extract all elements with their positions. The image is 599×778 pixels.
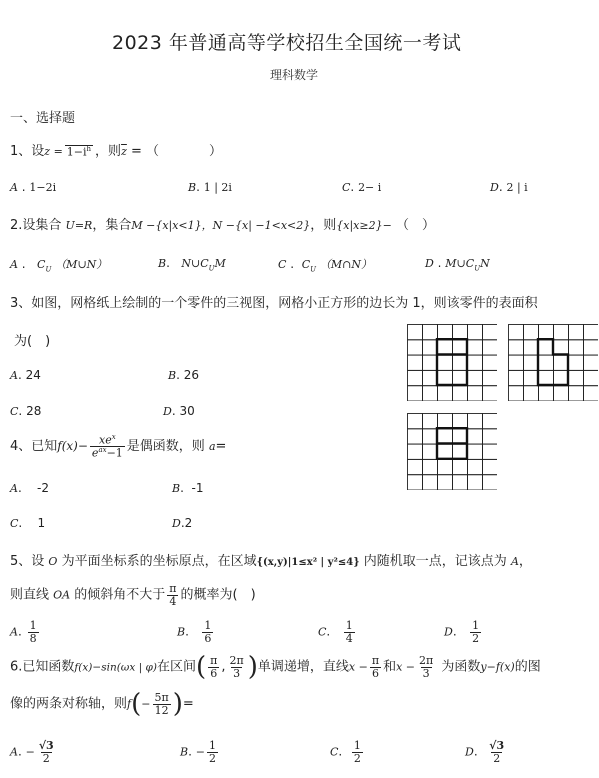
q2-option-b-sub: U: [208, 264, 215, 273]
q2-stem-d: （ ）: [395, 218, 435, 233]
grid-cell: [423, 340, 438, 355]
q5-four: 4: [169, 594, 177, 608]
q6-option-a-frac: [37, 740, 56, 764]
q6-interval-start: [208, 655, 219, 679]
question-3-stem-line2: 为( ): [14, 334, 51, 349]
q5-option-b-letter: B: [177, 625, 186, 639]
q5-a: A: [510, 555, 519, 568]
q6-x1: x −: [348, 660, 368, 674]
q5-option-d-frac: [470, 620, 481, 644]
grid-cell: [423, 386, 438, 401]
grid-cell: [468, 370, 483, 385]
q2-option-d-rest: N: [480, 257, 490, 270]
q5-option-b-frac: [202, 620, 213, 644]
q6-option-d: D. $\frac{√3}{2}$: [465, 739, 505, 765]
q6-option-c-num: 1: [353, 739, 361, 752]
q6-option-d-frac: [487, 740, 506, 764]
q6-f-right-paren: ): [172, 689, 183, 719]
q6-option-b: B. − $\frac{1}{2}$: [180, 739, 216, 765]
grid-cell: [524, 340, 539, 355]
grid-cell: [509, 340, 524, 355]
q6-option-b-letter: B: [180, 745, 189, 759]
side-view-outline: [538, 339, 568, 385]
q4-den-rest: −1: [106, 446, 123, 460]
grid-cell: [509, 325, 524, 340]
q6-stem-c: 单调递增，直线: [257, 659, 349, 675]
q6-eq: =: [182, 696, 194, 712]
q1-option-d-letter: D: [490, 181, 499, 194]
q4-den-text: e: [91, 446, 99, 460]
grid-cell: [453, 459, 468, 474]
q5-stem-b: 为平面坐标系的坐标原点，在区域: [61, 554, 257, 569]
grid-cell: [408, 386, 423, 401]
grid-cell: [453, 355, 468, 370]
top-view-cells: [408, 414, 498, 491]
q4-option-b-text: -1: [191, 481, 204, 495]
grid-cell: [438, 459, 453, 474]
grid-cell: [408, 370, 423, 385]
q1-frac-den-text: 1−i: [66, 145, 87, 159]
grid-cell: [584, 340, 599, 355]
grid-cell: [453, 386, 468, 401]
q2-option-c-rest: （M∩N）: [319, 258, 372, 271]
grid-cell: [468, 325, 483, 340]
grid-cell: [468, 414, 483, 429]
q2-stem-a: 2.设集合: [10, 218, 62, 233]
front-view-outline: [437, 339, 467, 385]
q1-option-c: C. 2− i: [342, 180, 382, 194]
q6-x2-den: 3: [422, 666, 430, 680]
q1-option-b-letter: B: [188, 181, 197, 194]
grid-cell: [423, 414, 438, 429]
q6-arg-frac: [152, 692, 170, 716]
q6-option-d-num: √3: [489, 739, 505, 752]
grid-cell: [584, 370, 599, 385]
grid-cell: [584, 325, 599, 340]
grid-cell: [408, 475, 423, 490]
grid-cell: [423, 325, 438, 340]
q1-option-b-text: 1 | 2i: [203, 181, 232, 194]
q2-option-a: A . $C_U$ （M∪N）: [10, 257, 108, 274]
q3-option-c-text: 28: [26, 404, 42, 418]
q1-option-d-text: 2 | i: [506, 181, 528, 194]
q4-num-sup: x: [111, 433, 116, 441]
q2-stem-c: ，则: [310, 218, 337, 233]
q5-option-d-num: 1: [472, 619, 480, 632]
q4-a: a: [208, 440, 216, 454]
q6-graph-fn: y−f(x): [480, 660, 515, 674]
q3-option-d-letter: D: [163, 405, 172, 418]
grid-cell: [584, 386, 599, 401]
q1-option-a-letter: A: [10, 181, 18, 194]
question-6-stem-line1: 6.已知函数f(x)−sin(ωx | φ)在区间( $\frac{\pi}{6}$ , $\frac{2\pi}{3}$ )单调递增，直线x − $\frac{\pi}{6}$ 和x − $\frac{2\pi}{3}$ 为函数y−f(x)的图: [10, 652, 541, 682]
q5-line2-a: 则直线: [10, 587, 50, 603]
question-6-stem-line2: [10, 691, 194, 717]
grid-cell: [423, 355, 438, 370]
q2-option-d-sub: U: [474, 264, 481, 273]
grid-cell: [423, 444, 438, 459]
q2-option-b-rest: M: [214, 257, 226, 270]
q4-option-c-letter: C: [10, 517, 19, 530]
q1-option-a: A . 1−2i: [10, 180, 57, 194]
q1-zbar: $\overline{z}$: [121, 145, 127, 158]
q6-x1-den: 6: [371, 666, 379, 680]
q5-oa: OA: [53, 588, 71, 602]
grid-cell: [408, 355, 423, 370]
grid-cell: [483, 414, 498, 429]
q6-option-a-sign: −: [25, 745, 35, 759]
q1-stem-a: 1、设: [10, 144, 45, 159]
q4-fraction: [90, 434, 125, 459]
grid-cell: [554, 370, 569, 385]
side-view-grid: [508, 324, 598, 401]
grid-cell: [438, 444, 453, 459]
grid-cell: [453, 444, 468, 459]
grid-cell: [554, 325, 569, 340]
q2-u: U=R: [65, 219, 93, 232]
q5-option-b: B. $\frac{1}{6}$: [177, 619, 212, 645]
q4-frac-den: [90, 446, 125, 459]
q6-and: 和: [383, 659, 397, 675]
q5-option-c-frac: [344, 620, 355, 644]
q4-option-d-letter: D: [172, 517, 181, 530]
grid-cell: [569, 355, 584, 370]
q6-interval-end: [228, 655, 246, 679]
q6-x1-num: π: [371, 653, 380, 667]
q2-option-a-sub: U: [45, 265, 52, 274]
grid-cell: [539, 355, 554, 370]
q5-option-a-frac: [28, 620, 39, 644]
q6-option-d-letter: D: [465, 745, 474, 759]
grid-cell: [453, 325, 468, 340]
q2-target-set: {x|x≥2}−: [336, 219, 392, 232]
grid-cell: [438, 414, 453, 429]
q2-option-c-letter: C: [278, 258, 287, 271]
grid-cell: [438, 340, 453, 355]
q2-option-c-text: C: [301, 258, 311, 271]
grid-cell: [554, 386, 569, 401]
q6-option-a-den: 2: [42, 751, 50, 765]
grid-cell: [468, 444, 483, 459]
grid-cell: [468, 475, 483, 490]
front-view-grid: [407, 324, 497, 401]
grid-cell: [569, 370, 584, 385]
q3-option-b-text: 26: [183, 368, 200, 382]
grid-cell: [539, 370, 554, 385]
q6-option-a-num: √3: [38, 739, 54, 752]
q4-stem-a: 4、已知: [10, 439, 58, 455]
q6-stem-d: 为函数: [441, 659, 481, 675]
grid-cell: [453, 340, 468, 355]
q1-frac-den: [65, 145, 93, 158]
q6-option-b-num: 1: [208, 739, 216, 752]
q2-option-a-text: C: [37, 258, 46, 271]
q1-stem-c: = （: [131, 144, 160, 159]
q4-option-c: C. 1: [10, 516, 46, 530]
q5-option-b-num: 1: [204, 619, 212, 632]
q5-option-c-num: 1: [345, 619, 353, 632]
q6-stem-b: 在区间: [156, 659, 196, 675]
grid-cell: [509, 370, 524, 385]
grid-cell: [539, 340, 554, 355]
q6-right-paren: ): [247, 652, 258, 682]
q1-sup: h: [86, 144, 92, 153]
q6-option-c-den: 2: [353, 751, 361, 765]
front-view-cells: [408, 325, 498, 402]
grid-cell: [569, 386, 584, 401]
q6-option-a-letter: A: [10, 745, 18, 759]
grid-cell: [438, 386, 453, 401]
grid-cell: [408, 444, 423, 459]
grid-cell: [524, 370, 539, 385]
q6-option-c: C. $\frac{1}{2}$: [330, 739, 361, 765]
q4-function: f(x)−: [57, 439, 88, 454]
q5-pi-over-4: [167, 583, 178, 607]
q1-option-c-text: 2− i: [358, 181, 382, 194]
q5-option-a-den: 8: [29, 631, 37, 645]
q2-option-c-sub: U: [310, 265, 317, 274]
q2-option-b-letter: B: [158, 257, 167, 270]
q3-option-a-text: 24: [25, 368, 41, 382]
q3-option-d: D. 30: [163, 404, 195, 418]
q3-option-d-text: 30: [179, 404, 195, 418]
q5-option-d: D. $\frac{1}{2}$: [444, 619, 480, 645]
q4-option-d: D.2: [172, 516, 193, 530]
grid-cell: [408, 325, 423, 340]
grid-cell: [453, 429, 468, 444]
grid-cell: [483, 325, 498, 340]
grid-cell: [408, 429, 423, 444]
grid-cell: [554, 355, 569, 370]
q6-i2-den: 3: [233, 666, 241, 680]
grid-cell: [569, 325, 584, 340]
q3-option-b: B. 26: [168, 368, 200, 382]
grid-cell: [483, 459, 498, 474]
q6-i2-num: 2π: [229, 653, 244, 667]
grid-cell: [569, 340, 584, 355]
top-view-grid: [407, 413, 497, 490]
grid-cell: [524, 355, 539, 370]
q3-option-c-letter: C: [10, 405, 19, 418]
grid-cell: [423, 429, 438, 444]
q3-option-a: A. 24: [10, 368, 41, 382]
q5-o: O: [48, 555, 58, 568]
q4-option-b-letter: B: [172, 482, 181, 495]
q4-option-d-text: 2: [184, 516, 193, 530]
grid-cell: [438, 355, 453, 370]
grid-cell: [483, 475, 498, 490]
question-5-stem-line2: [10, 583, 256, 607]
q6-x2: x −: [396, 660, 416, 674]
q4-stem-c: =: [215, 439, 227, 455]
grid-cell: [453, 370, 468, 385]
grid-cell: [453, 475, 468, 490]
q4-stem-b: 是偶函数，则: [126, 439, 205, 455]
q5-option-a-num: 1: [29, 619, 37, 632]
q4-num-text: xe: [99, 433, 112, 447]
question-4-stem: [10, 434, 226, 459]
q1-option-b: B. 1 | 2i: [188, 180, 232, 194]
grid-cell: [468, 386, 483, 401]
grid-cell: [438, 475, 453, 490]
grid-cell: [438, 370, 453, 385]
q5-option-d-den: 2: [472, 631, 480, 645]
q5-option-c: C. $\frac{1}{4}$: [318, 619, 353, 645]
q1-option-d: D. 2 | i: [490, 180, 528, 194]
q6-option-c-letter: C: [330, 745, 339, 759]
grid-cell: [483, 429, 498, 444]
q6-left-paren: (: [195, 652, 207, 682]
grid-cell: [483, 370, 498, 385]
q6-x2-num: 2π: [419, 653, 434, 667]
q5-pi: π: [169, 582, 177, 595]
grid-cell: [509, 355, 524, 370]
q1-option-a-text: 1−2i: [29, 181, 57, 194]
q6-arg-num: 5π: [154, 690, 169, 704]
q2-set-n: ，N −{x| −1<x<2}: [201, 219, 311, 232]
question-5-stem-line1: [10, 550, 532, 569]
q6-stem-e: 的图: [514, 659, 541, 675]
q6-arg-den: 12: [154, 703, 169, 717]
grid-cell: [408, 340, 423, 355]
grid-cell: [468, 355, 483, 370]
q2-option-d: D . $M\cup C_UN$: [425, 256, 490, 273]
q2-option-a-rest: （M∪N）: [55, 258, 108, 271]
q6-option-a: A. − $\frac{√3}{2}$: [10, 739, 54, 765]
q4-frac-num: [97, 434, 118, 446]
grid-cell: [524, 386, 539, 401]
q6-option-d-den: 2: [493, 751, 501, 765]
q5-option-a-letter: A: [10, 625, 18, 639]
grid-cell: [438, 325, 453, 340]
grid-cell: [468, 459, 483, 474]
grid-cell: [554, 340, 569, 355]
grid-cell: [539, 325, 554, 340]
grid-cell: [483, 355, 498, 370]
exam-subtitle: 理科数学: [270, 68, 319, 82]
grid-cell: [408, 459, 423, 474]
q2-stem-b: ，集合: [92, 218, 132, 233]
q1-stem-d: ）: [209, 144, 223, 159]
q5-option-b-den: 6: [204, 631, 212, 645]
exam-title: 2023 年普通高等学校招生全国统一考试: [112, 32, 462, 54]
q5-stem-a: 5、设: [10, 554, 45, 569]
q5-stem-d: ，: [518, 554, 532, 569]
question-1-stem: [10, 140, 222, 159]
grid-cell: [423, 370, 438, 385]
q5-option-d-letter: D: [444, 625, 453, 639]
q6-f-left-paren: (: [131, 689, 142, 719]
q5-line2-b: 的倾斜角不大于: [74, 587, 166, 603]
q5-option-c-letter: C: [318, 625, 327, 639]
q6-x2-frac: [417, 655, 435, 679]
side-view-cells: [509, 325, 599, 402]
q2-option-d-text: M∪C: [445, 257, 475, 270]
grid-cell: [408, 414, 423, 429]
q6-stem-a: 6.已知函数: [10, 659, 75, 675]
grid-cell: [438, 429, 453, 444]
q6-option-c-frac: [352, 740, 363, 764]
q4-den-sup: ax: [98, 446, 107, 455]
grid-cell: [524, 325, 539, 340]
q2-option-d-letter: D: [425, 257, 434, 270]
q6-i1-den: 6: [210, 666, 218, 680]
q4-option-a-text: -2: [37, 481, 49, 495]
q3-option-b-letter: B: [168, 369, 177, 382]
q2-option-b: B. $N\cup C_UM$: [158, 256, 226, 273]
q6-function: f(x)−sin(ωx | φ): [74, 661, 157, 674]
q5-region: {(x,y)|1≤x² | y²≤4}: [256, 557, 360, 568]
grid-cell: [453, 414, 468, 429]
grid-cell: [509, 386, 524, 401]
grid-cell: [483, 444, 498, 459]
q3-option-a-letter: A: [10, 369, 18, 382]
q3-option-c: C. 28: [10, 404, 42, 418]
grid-cell: [483, 386, 498, 401]
q1-z-eq: z =: [44, 145, 63, 158]
grid-cell: [468, 340, 483, 355]
grid-cell: [584, 355, 599, 370]
q2-option-b-text: N∪C: [181, 257, 209, 270]
q6-option-b-sign: −: [195, 745, 205, 759]
q6-line2-a: 像的两条对称轴，则: [10, 696, 128, 712]
q5-option-c-den: 4: [345, 631, 353, 645]
top-view-outline: [437, 428, 467, 459]
grid-cell: [423, 475, 438, 490]
q4-option-a-letter: A: [10, 482, 18, 495]
q6-i1-num: π: [210, 653, 218, 667]
q6-option-b-frac: [207, 740, 218, 764]
q5-option-a: A. $\frac{1}{8}$: [10, 619, 37, 645]
grid-cell: [468, 429, 483, 444]
question-2-stem: [10, 214, 435, 233]
grid-cell: [423, 459, 438, 474]
grid-cell: [539, 386, 554, 401]
q4-option-c-text: 1: [37, 516, 46, 530]
question-3-stem-line1: 3、如图，网格纸上绘制的一个零件的三视图，网格小正方形的边长为 1，则该零件的表面积: [10, 296, 538, 311]
q5-line2-c: 的概率为( ): [180, 587, 256, 603]
q2-option-a-letter: A: [10, 258, 18, 271]
q5-stem-c: 内随机取一点，记该点为: [363, 554, 507, 569]
q1-option-c-letter: C: [342, 181, 351, 194]
section-heading: 一、选择题: [10, 111, 76, 126]
q6-x1-frac: [370, 655, 381, 679]
q6-f: f: [127, 697, 132, 711]
q4-option-b: B. -1: [172, 481, 204, 495]
q1-fraction: [65, 145, 93, 158]
q2-set-m: M −{x|x<1}: [131, 219, 202, 232]
q6-option-b-den: 2: [208, 751, 216, 765]
q4-option-a: A. -2: [10, 481, 49, 495]
q2-option-c: C . $C_U$ （M∩N）: [278, 257, 372, 274]
grid-cell: [483, 340, 498, 355]
q6-minus: −: [141, 697, 151, 711]
q1-stem-b: ，则: [95, 144, 122, 159]
